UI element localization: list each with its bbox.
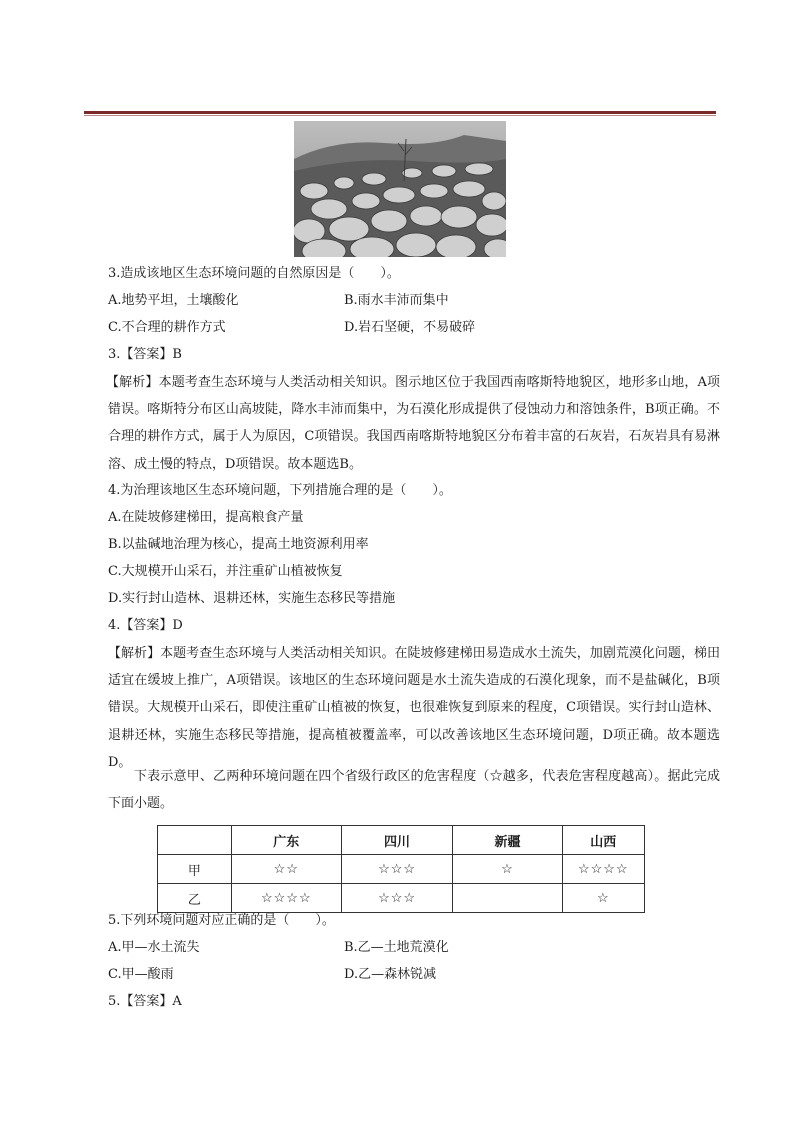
cell-yi-guangdong: ☆☆☆☆ [231, 884, 341, 913]
row-label-jia: 甲 [158, 855, 232, 884]
cell-jia-xinjiang: ☆ [453, 855, 562, 884]
table-intro: 下表示意甲、乙两种环境问题在四个省级行政区的危害程度（☆越多，代表危害程度越高）。据此完成下面小题。 [108, 769, 720, 812]
q3-option-b[interactable]: B.雨水丰沛而集中 [344, 293, 449, 308]
q4-option-d[interactable]: D.实行封山造林、退耕还林，实施生态移民等措施 [108, 591, 396, 606]
cell-yi-xinjiang [453, 884, 562, 913]
q5-option-b[interactable]: B.乙—土地荒漠化 [344, 940, 449, 955]
q5-option-a[interactable]: A.甲—水土流失 [108, 940, 200, 955]
table-header-sichuan: 四川 [341, 826, 453, 855]
q5-option-c[interactable]: C.甲—酸雨 [108, 967, 174, 982]
header-rule-thin [84, 115, 716, 116]
q3-option-a[interactable]: A.地势平坦，土壤酸化 [108, 293, 239, 308]
cell-jia-sichuan: ☆☆☆ [341, 855, 453, 884]
table-header-blank [158, 826, 232, 855]
q3-option-c[interactable]: C.不合理的耕作方式 [108, 320, 226, 335]
q5-option-d[interactable]: D.乙—森林锐减 [344, 967, 437, 982]
cell-jia-shanxi: ☆☆☆☆ [562, 855, 644, 884]
cell-jia-guangdong: ☆☆ [231, 855, 341, 884]
table-header-guangdong: 广东 [231, 826, 341, 855]
table-row [158, 884, 645, 913]
cell-yi-shanxi: ☆ [562, 884, 644, 913]
q4-option-a[interactable]: A.在陡坡修建梯田，提高粮食产量 [108, 510, 304, 525]
header-rule [84, 111, 716, 114]
table-header-row [158, 826, 645, 855]
hazard-table [157, 825, 645, 913]
q4-option-b[interactable]: B.以盐碱地治理为核心，提高土地资源利用率 [108, 537, 369, 552]
row-label-yi: 乙 [158, 884, 232, 913]
q5-question: 5.下列环境问题对应正确的是（ ）。 [108, 913, 335, 928]
q3-question: 3.造成该地区生态环境问题的自然原因是（ ）。 [108, 266, 400, 281]
q4-question: 4.为治理该地区生态环境问题，下列措施合理的是（ ）。 [108, 483, 452, 498]
table-row [158, 855, 645, 884]
table-header-xinjiang: 新疆 [453, 826, 562, 855]
cell-yi-sichuan: ☆☆☆ [341, 884, 453, 913]
q4-analysis: 【解析】本题考查生态环境与人类活动相关知识。在陡坡修建梯田易造成水土流失，加剧荒漠化问题，梯田适宜在缓坡上推广，A项错误。该地区的生态环境问题是水土流失造成的石漠化现象，而不是盐碱化，B项错误。大规模开山采石，即使注重矿山植被的恢复，也很难恢复到原来的程度，C项错误。实行封山造林、退耕还林，实施生态移民等措施，提高植被覆盖率，可以改善该地区生态环境问题，D项正确。故本题选D。 [108, 646, 720, 770]
q4-option-c[interactable]: C.大规模开山采石，并注重矿山植被恢复 [108, 564, 343, 579]
table-header-shanxi: 山西 [562, 826, 644, 855]
q3-option-d[interactable]: D.岩石坚硬，不易破碎 [344, 320, 476, 335]
q4-answer: 4.【答案】D [108, 618, 183, 633]
rocky-karst-landscape-photo [294, 121, 506, 257]
q5-answer: 5.【答案】A [108, 994, 182, 1009]
q3-answer: 3.【答案】B [108, 347, 182, 362]
q3-analysis: 【解析】本题考查生态环境与人类活动相关知识。图示地区位于我国西南喀斯特地貌区，地形多山地，A项错误。喀斯特分布区山高坡陡，降水丰沛而集中，为石漠化形成提供了侵蚀动力和溶蚀条件，B项正确。不合理的耕作方式，属于人为原因，C项错误。我国西南喀斯特地貌区分布着丰富的石灰岩，石灰岩具有易淋溶、成土慢的特点，D项错误。故本题选B。 [106, 375, 720, 472]
